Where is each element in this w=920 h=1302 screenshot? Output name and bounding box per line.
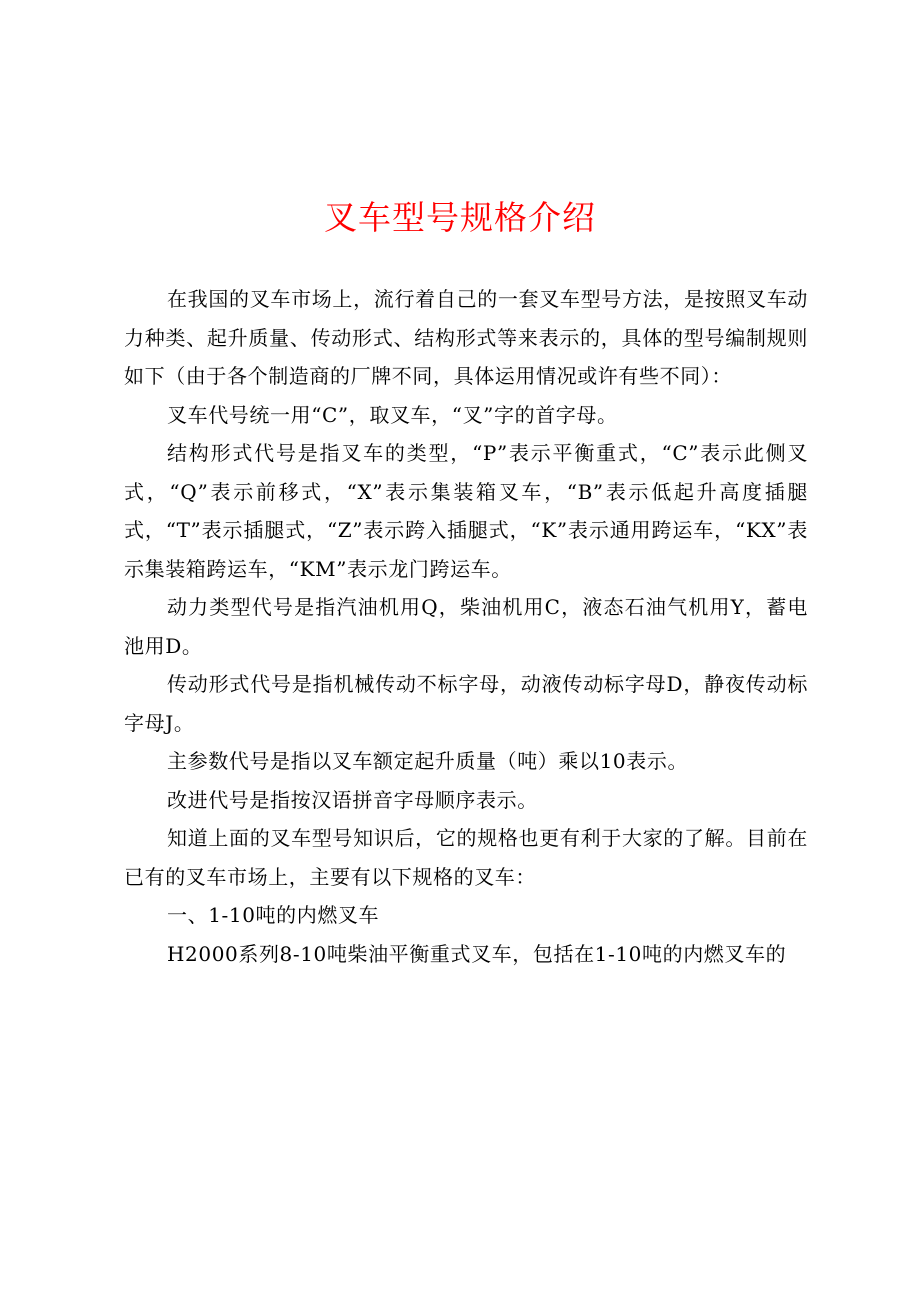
paragraph-power-code: 动力类型代号是指汽油机用Q，柴油机用C，液态石油气机用Y，蓄电池用D。	[124, 595, 808, 658]
paragraph-specs-intro: 知道上面的叉车型号知识后，它的规格也更有利于大家的了解。目前在已有的叉车市场上，主要有以下规格的叉车：	[124, 826, 808, 889]
paragraph-transmission-code: 传动形式代号是指机械传动不标字母，动液传动标字母D，静夜传动标字母J。	[124, 672, 808, 735]
paragraph-structure-code: 结构形式代号是指叉车的类型，“P”表示平衡重式，“C”表示此侧叉式，“Q”表示前移式，“X”表示集装箱叉车，“B”表示低起升高度插腿式，“T”表示插腿式，“Z”表示跨入插腿式，“K”表示通用跨运车，“KX”表示集装箱跨运车，“KM”表示龙门跨运车。	[124, 441, 808, 581]
paragraph-main-parameter-code: 主参数代号是指以叉车额定起升质量（吨）乘以10表示。	[167, 749, 689, 773]
paragraph-forklift-code: 叉车代号统一用“C”，取叉车，“叉”字的首字母。	[167, 402, 618, 427]
document-title: 叉车型号规格介绍	[324, 198, 596, 237]
document-body	[124, 280, 808, 973]
paragraph-h2000: H2000系列8-10吨柴油平衡重式叉车，包括在1-10吨的内燃叉车的	[167, 941, 787, 966]
paragraph-intro: 在我国的叉车市场上，流行着自己的一套叉车型号方法，是按照叉车动力种类、起升质量、传动形式、结构形式等来表示的，具体的型号编制规则如下（由于各个制造商的厂牌不同，具体运用情况或许有些不同）：	[124, 287, 808, 388]
paragraph-improvement-code: 改进代号是指按汉语拼音字母顺序表示。	[167, 787, 538, 812]
section-heading-1: 一、1-10吨的内燃叉车	[167, 903, 380, 927]
